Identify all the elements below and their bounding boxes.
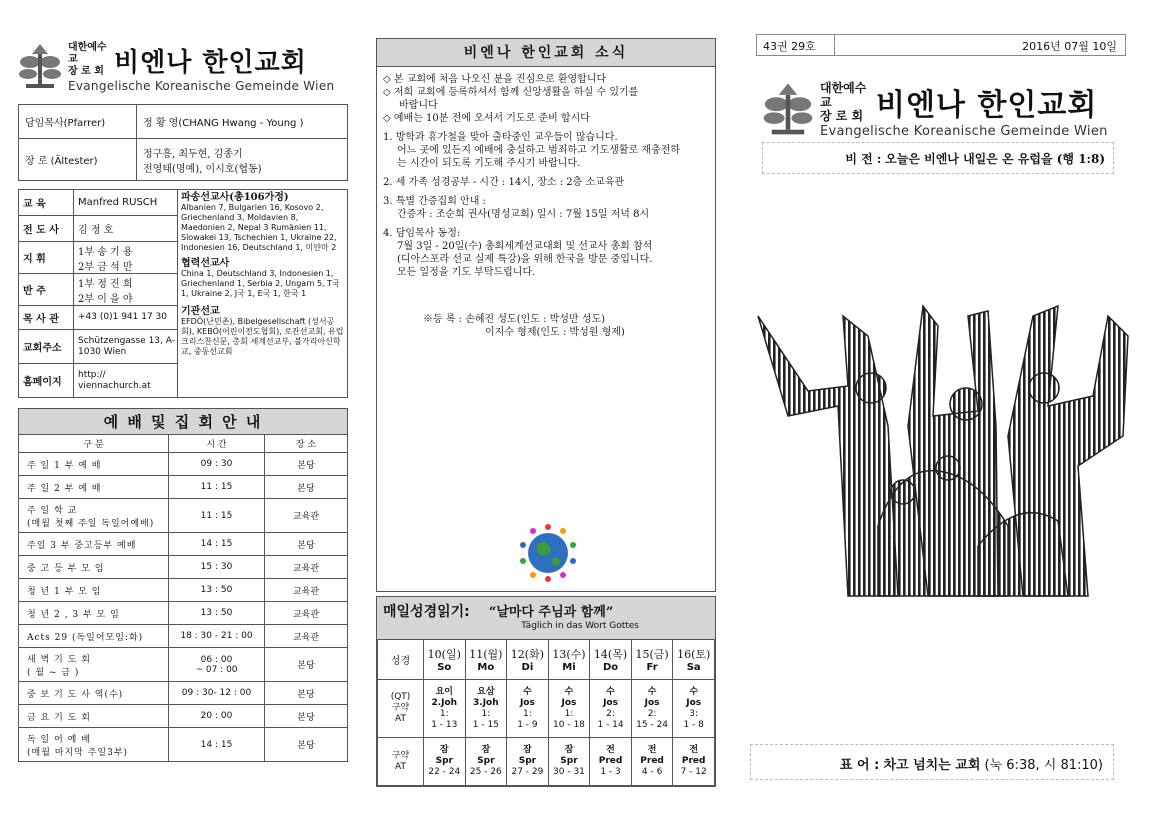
reading-book-ko: 수 — [647, 686, 657, 697]
staff-row-value-3: 1부 정 진 희 2부 이 을 야 — [74, 274, 178, 306]
reading-book-ko: 잠 — [481, 745, 491, 755]
partner-missions-text: China 1, Deutschland 3, Indonesien 1, Griechenland 1, Serbia 2, Ungarn 5, T국 1, Ukraine 2, J국 1, E국 1, 한국 1 — [181, 269, 340, 298]
church-logo-icon-large — [762, 81, 814, 139]
worship-table — [18, 408, 348, 762]
vision-box — [762, 142, 1114, 174]
reading-book-de: Jos — [519, 697, 535, 708]
reading-ot-cell — [548, 738, 590, 786]
reading-day-de: Di — [521, 662, 534, 673]
reading-chapter: 1: — [523, 708, 532, 719]
reading-verses: 22 - 24 — [428, 767, 461, 777]
reading-day — [507, 640, 549, 680]
worship-place: 본당 — [265, 453, 348, 476]
news-item-line: 간증자 : 조순희 권사(명성교회) 일시 : 7월 15일 저녁 8시 — [397, 209, 650, 220]
reading-title: 매일성경읽기: — [383, 604, 470, 620]
reading-ot-cell — [590, 738, 632, 786]
reading-verses: 10 - 18 — [553, 719, 585, 730]
address-value: Schützengasse 13, A-1030 Wien — [74, 330, 178, 364]
news-title: 비엔나 한인교회 소식 — [377, 39, 715, 67]
reading-day-date: 13(수) — [552, 648, 586, 661]
reading-book-ko: 전 — [647, 745, 657, 755]
news-item-line: 어느 곳에 있든지 예배에 충실하고 범죄하고 기도생활로 재충전하 — [397, 145, 681, 156]
news-item-head: 3. 특별 간증집회 안내 : — [383, 196, 486, 207]
worship-name: 주 일 2 부 예 배 — [19, 476, 169, 499]
worship-time: 11 : 15 — [169, 499, 265, 533]
reading-day-de: Mo — [477, 662, 495, 673]
vision-label: 비 전 : — [845, 152, 882, 166]
worship-place: 본당 — [265, 648, 348, 682]
reading-quote: “날마다 주님과 함께” — [488, 605, 614, 620]
pastor-label: 담임목사(Pfarrer) — [19, 105, 137, 139]
brand-small-bottom: 장 로 회 — [68, 66, 104, 77]
staff-row-label-3: 반 주 — [19, 274, 74, 306]
reading-book-ko: 수 — [564, 686, 574, 697]
reading-qt-cell — [548, 680, 590, 738]
reading-book-de: Jos — [561, 697, 577, 708]
reading-book-de: Jos — [686, 697, 702, 708]
homepage-label: 홈페이지 — [19, 364, 74, 398]
worship-time: 06 : 00 ~ 07 : 00 — [169, 648, 265, 682]
reading-day-de: Do — [602, 662, 619, 673]
worship-header-time: 시 간 — [169, 435, 265, 453]
worship-name: 중 보 기 도 사 역(수) — [19, 682, 169, 705]
worship-place: 본당 — [265, 533, 348, 556]
news-item — [383, 176, 709, 189]
reading-chapter: 3: — [689, 708, 699, 719]
reading-verses: 1 - 13 — [431, 719, 458, 730]
news-diamond-0: ◇ 본 교회에 처음 나오신 분을 진심으로 환영합니다 — [383, 74, 607, 85]
reading-book-ko: 전 — [689, 745, 699, 755]
reading-verses: 1 - 9 — [517, 719, 538, 730]
worship-place: 교육관 — [265, 499, 348, 533]
reading-chapter: 2: — [647, 708, 657, 719]
worship-time: 13 : 50 — [169, 602, 265, 625]
worship-name: 주 일 학 교 (매월 첫째 주일 독일어예배) — [19, 499, 169, 533]
staff-row-label-1: 전 도 사 — [19, 216, 74, 242]
worship-row — [19, 476, 348, 499]
reading-day-de: So — [437, 662, 452, 673]
reading-qt-cell — [590, 680, 632, 738]
missions-box — [178, 189, 348, 398]
worship-time: 20 : 00 — [169, 705, 265, 728]
worship-time: 14 : 15 — [169, 533, 265, 556]
reading-day — [590, 640, 632, 680]
worship-name: 주일 3 부 중고등부 예배 — [19, 533, 169, 556]
worship-time: 15 : 30 — [169, 556, 265, 579]
reading-row2-label: 구약 AT — [378, 738, 424, 786]
reading-book-ko: 요이 — [435, 686, 453, 697]
worship-time: 09 : 30- 12 : 00 — [169, 682, 265, 705]
left-column — [18, 0, 348, 820]
reading-chapter: 1: — [564, 708, 574, 719]
worship-header-name: 구 분 — [19, 435, 169, 453]
reading-verses: 1 - 3 — [600, 767, 621, 777]
reading-day — [548, 640, 590, 680]
worship-name: 청 년 1 부 모 임 — [19, 579, 169, 602]
reading-book-ko: 잠 — [439, 745, 449, 755]
brand-small-top-right: 대한예수교 — [820, 81, 867, 109]
reading-qt-cell — [673, 680, 715, 738]
brand-small-top: 대한예수교 — [68, 42, 107, 65]
reading-book-ko: 전 — [606, 745, 615, 755]
reading-table — [377, 639, 715, 786]
reading-verses: 15 - 24 — [636, 719, 669, 730]
motto-box — [750, 744, 1114, 780]
reading-book-de: Pred — [598, 756, 623, 766]
motto-label: 표 어 : — [839, 758, 880, 773]
registration-line-2: 이지수 형제(인도 : 박성원 형제) — [485, 327, 625, 338]
worship-row — [19, 682, 348, 705]
registration-line-1: ※등 록 : 손혜진 성도(인도 : 박성만 성도) — [423, 314, 606, 325]
globe-people-icon — [513, 515, 583, 585]
worship-place: 본당 — [265, 705, 348, 728]
elder-line1: 정구흥, 최두현, 김종기 — [143, 148, 243, 160]
worship-title: 예 배 및 집 회 안 내 — [19, 409, 348, 435]
worship-header-place: 장 소 — [265, 435, 348, 453]
worship-row — [19, 602, 348, 625]
reading-book-de: 2.Joh — [431, 697, 458, 708]
reading-ot-cell — [465, 738, 507, 786]
office-value: +43 (0)1 941 17 30 — [74, 306, 178, 330]
reading-chapter: 1: — [439, 708, 449, 719]
reading-day-date: 15(금) — [635, 648, 669, 661]
worship-name: 주 일 1 부 예 배 — [19, 453, 169, 476]
worship-row — [19, 453, 348, 476]
reading-verses: 25 - 26 — [469, 767, 502, 777]
reading-book-de: Pred — [681, 756, 706, 766]
brand-small-bottom-right: 장 로 회 — [820, 109, 864, 123]
reading-header — [377, 597, 715, 639]
homepage-link[interactable]: http:// viennachurch.at — [74, 364, 178, 398]
staff-mission-block — [18, 189, 348, 398]
brand-name: 비엔나 한인교회 — [114, 47, 307, 78]
worship-name: Acts 29 (독일어모임:화) — [19, 625, 169, 648]
reading-ot-cell — [507, 738, 549, 786]
church-brand-right — [762, 80, 1108, 139]
reading-verses: 4 - 6 — [641, 767, 663, 777]
reading-row1-label: (QT) 구약 AT — [378, 680, 424, 738]
reading-book-ko: 잠 — [523, 745, 532, 755]
reading-verses: 27 - 29 — [511, 767, 544, 777]
reading-verses: 1 - 15 — [472, 719, 499, 730]
reading-qt-cell — [424, 680, 466, 738]
news-item-line: 는 시간이 되도록 기도해 주시기 바랍니다. — [397, 158, 581, 169]
reading-verses: 1 - 14 — [597, 719, 624, 730]
worship-time: 09 : 30 — [169, 453, 265, 476]
reading-day-date: 12(화) — [510, 648, 545, 661]
staff-row-label-0: 교 육 — [19, 190, 74, 216]
worship-row — [19, 533, 348, 556]
news-diamond-1: ◇ 저희 교회에 등록하셔서 함께 신앙생활을 하실 수 있기를 — [383, 87, 639, 98]
reading-verses: 7 - 12 — [680, 767, 707, 777]
news-item-line: (디아스포라 선교 실제 특강)을 위해 한국을 방문 중입니다. — [397, 254, 653, 265]
worship-time: 11 : 15 — [169, 476, 265, 499]
church-logo-icon — [18, 42, 62, 92]
issue-date: 2016년 07월 10일 — [1022, 40, 1117, 53]
reading-day-de: Fr — [646, 662, 658, 673]
reading-day-date: 11(월) — [469, 648, 503, 661]
news-item-head: 1. 방학과 휴가철을 맞아 출타중인 교우들이 많습니다. — [383, 132, 618, 143]
brand-subtitle: Evangelische Koreanische Gemeinde Wien — [68, 78, 335, 93]
reading-book-de: Spr — [477, 756, 495, 766]
worship-time: 18 : 30 - 21 : 00 — [169, 625, 265, 648]
news-item-line: 모든 일정을 기도 부탁드립니다. — [397, 267, 536, 278]
news-items — [383, 131, 709, 279]
news-diamond-2: 바랍니다 — [399, 100, 438, 111]
staff-table — [18, 104, 348, 181]
worship-row — [19, 648, 348, 682]
reading-book-ko: 요삼 — [477, 686, 495, 697]
reading-book-de: Jos — [603, 697, 618, 708]
org-missions-title: 기관선교 — [181, 306, 220, 317]
reading-book-de: Jos — [644, 697, 660, 708]
worship-time: 13 : 50 — [169, 579, 265, 602]
staff-detail-table — [18, 189, 178, 398]
reading-book-de: Spr — [560, 756, 578, 766]
news-diamond-3: ◇ 예배는 10분 전에 오셔서 기도로 준비 합시다 — [383, 113, 590, 124]
reading-book-ko: 수 — [523, 686, 532, 697]
worship-name: 새 벽 기 도 회 ( 월 ~ 금 ) — [19, 648, 169, 682]
reading-day-date: 10(일) — [427, 648, 461, 661]
partner-missions-title: 협력선교사 — [181, 258, 230, 269]
fellowship-illustration — [748, 296, 1140, 616]
news-item — [383, 227, 709, 279]
worship-place: 교육관 — [265, 625, 348, 648]
reading-book-de: Spr — [435, 756, 453, 766]
issue-bar — [756, 34, 1126, 56]
reading-book-ko: 수 — [689, 686, 699, 697]
pastor-value: 정 황 영(CHANG Hwang - Young ) — [137, 105, 348, 139]
reading-qt-cell — [465, 680, 507, 738]
worship-row — [19, 625, 348, 648]
news-item — [383, 195, 709, 221]
address-label: 교회주소 — [19, 330, 74, 364]
worship-place: 본당 — [265, 728, 348, 762]
worship-name: 청 년 2 , 3 부 모 임 — [19, 602, 169, 625]
reading-book-de: Pred — [640, 756, 664, 766]
reading-corner: 성경 — [378, 640, 424, 680]
reading-section — [376, 596, 716, 787]
worship-place: 교육관 — [265, 556, 348, 579]
reading-verses: 30 - 31 — [553, 767, 585, 777]
reading-ot-cell — [424, 738, 466, 786]
staff-row-label-2: 지 휘 — [19, 242, 74, 274]
worship-name: 금 요 기 도 회 — [19, 705, 169, 728]
worship-row — [19, 728, 348, 762]
worship-place: 교육관 — [265, 602, 348, 625]
elder-label: 장 로 (Ältester) — [19, 139, 137, 181]
staff-row-value-2: 1부 송 기 용 2부 금 석 만 — [74, 242, 178, 274]
news-item-head: 2. 세 가족 성경공부 - 시간 : 14시, 장소 : 2층 소교육관 — [383, 177, 625, 188]
vision-text: 오늘은 비엔나 내일은 온 유럽을 (행 1:8) — [885, 152, 1105, 166]
reading-ot-cell — [673, 738, 715, 786]
staff-row-value-0: Manfred RUSCH — [74, 190, 178, 216]
brand-name-right: 비엔나 한인교회 — [876, 88, 1098, 123]
org-missions-text: EFDÖ(난민촌), Bibelgesellschaft (성서공회), KEBÖ(어린이전도협회), 로잔선교회, 유럽 크리스찬신문, 총회 세계선교부, 불가리아신학교, 중동선교회 — [181, 317, 344, 356]
news-box — [376, 38, 716, 592]
motto-reference: (눅 6:38, 시 81:10) — [984, 758, 1103, 773]
reading-day — [424, 640, 466, 680]
reading-subtitle: Täglich in das Wort Gottes — [521, 621, 639, 631]
reading-day — [631, 640, 673, 680]
reading-day — [673, 640, 715, 680]
worship-time: 14 : 15 — [169, 728, 265, 762]
reading-day — [465, 640, 507, 680]
reading-book-de: 3.Joh — [473, 697, 499, 708]
worship-row — [19, 579, 348, 602]
worship-place: 본당 — [265, 476, 348, 499]
news-item-head: 4. 담임목사 동정: — [383, 228, 461, 239]
worship-place: 교육관 — [265, 579, 348, 602]
worship-row — [19, 556, 348, 579]
worship-name: 독 일 어 예 배 (매월 마지막 주일3부) — [19, 728, 169, 762]
reading-chapter: 2: — [606, 708, 615, 719]
reading-qt-cell — [631, 680, 673, 738]
reading-chapter: 1: — [481, 708, 491, 719]
worship-place: 본당 — [265, 682, 348, 705]
worship-name: 중 고 등 부 모 임 — [19, 556, 169, 579]
reading-qt-cell — [507, 680, 549, 738]
elder-line2: 전영태(명예), 이시호(협동) — [143, 163, 262, 175]
church-brand-left — [18, 40, 348, 94]
right-column — [748, 0, 1140, 820]
motto-text: 차고 넘치는 교회 — [883, 758, 981, 773]
reading-book-ko: 수 — [606, 686, 615, 697]
reading-day-date: 14(목) — [593, 648, 628, 661]
reading-day-date: 16(토) — [677, 648, 711, 661]
staff-row-value-1: 김 정 호 — [74, 216, 178, 242]
reading-book-ko: 잠 — [564, 745, 574, 755]
brand-subtitle-right: Evangelische Koreanische Gemeinde Wien — [820, 124, 1108, 139]
reading-day-de: Mi — [562, 662, 576, 673]
issue-volume: 43권 29호 — [757, 35, 835, 55]
news-item — [383, 131, 709, 170]
office-label: 목 사 관 — [19, 306, 74, 330]
reading-verses: 1 - 8 — [683, 719, 704, 730]
worship-row — [19, 705, 348, 728]
reading-day-de: Sa — [686, 662, 701, 673]
reading-ot-cell — [631, 738, 673, 786]
worship-row — [19, 499, 348, 533]
reading-book-de: Spr — [518, 756, 537, 766]
news-item-line: 7월 3일 - 20일(수) 총회세계선교대회 및 선교사 총회 참석 — [397, 241, 653, 252]
sent-missions-text: Albanien 7, Bulgarien 16, Kosovo 2, Griechenland 3, Moldavien 8, Maedonien 2, Nepal 3 Rumänien 11, Slowakei 13, Tschechien 1, Ukraine 22, Indonesien 16, Deutschland 1, 미얀마 2 — [181, 203, 337, 252]
sent-missions-title: 파송선교사(총106가정) — [181, 192, 289, 203]
middle-column — [376, 0, 716, 820]
